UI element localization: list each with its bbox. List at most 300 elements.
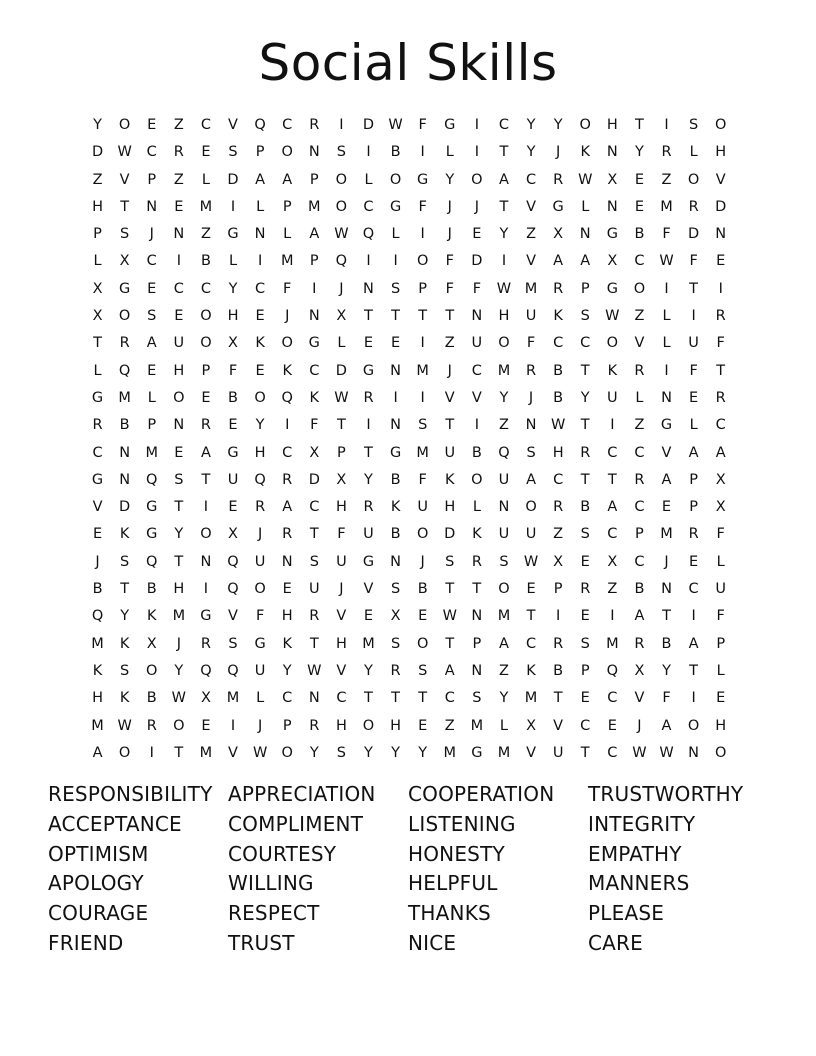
grid-letter[interactable]: V — [526, 253, 536, 270]
grid-letter[interactable]: L — [256, 690, 265, 707]
grid-letter[interactable]: R — [92, 417, 103, 434]
grid-letter[interactable]: I — [691, 690, 696, 707]
grid-letter[interactable]: T — [445, 635, 455, 652]
grid-letter[interactable]: N — [119, 471, 131, 488]
grid-letter[interactable]: R — [363, 499, 374, 516]
grid-letter[interactable]: B — [390, 471, 401, 488]
grid-letter[interactable]: L — [201, 171, 210, 188]
grid-letter[interactable]: O — [254, 389, 266, 406]
grid-letter[interactable]: W — [334, 389, 349, 406]
grid-letter[interactable]: I — [474, 117, 479, 133]
grid-letter[interactable]: N — [390, 362, 401, 379]
grid-letter[interactable]: Q — [281, 389, 293, 406]
grid-letter[interactable]: P — [635, 526, 644, 543]
grid-letter[interactable]: I — [393, 253, 398, 270]
grid-letter[interactable]: C — [607, 444, 618, 461]
grid-letter[interactable]: V — [634, 335, 645, 352]
grid-letter[interactable]: T — [472, 581, 482, 598]
grid-letter[interactable]: C — [173, 280, 184, 297]
grid-letter[interactable]: M — [280, 253, 294, 270]
grid-letter[interactable]: T — [716, 362, 726, 379]
grid-letter[interactable]: H — [173, 581, 185, 598]
grid-letter[interactable]: O — [633, 280, 646, 297]
grid-letter[interactable]: L — [689, 417, 698, 434]
grid-letter[interactable]: V — [228, 117, 238, 133]
grid-letter[interactable]: C — [715, 417, 726, 434]
grid-letter[interactable]: L — [499, 717, 508, 734]
grid-letter[interactable]: M — [470, 717, 484, 734]
grid-letter[interactable]: K — [146, 608, 157, 625]
grid-letter[interactable]: C — [282, 444, 293, 461]
grid-letter[interactable]: S — [120, 553, 130, 570]
grid-letter[interactable]: O — [281, 144, 293, 161]
grid-letter[interactable]: I — [393, 389, 398, 406]
grid-letter[interactable]: E — [174, 308, 184, 325]
grid-letter[interactable]: X — [119, 253, 130, 270]
grid-letter[interactable]: X — [200, 690, 211, 707]
grid-letter[interactable]: R — [309, 717, 320, 734]
grid-letter[interactable]: T — [553, 690, 563, 707]
grid-letter[interactable]: F — [283, 280, 292, 297]
grid-letter[interactable]: E — [92, 526, 103, 543]
grid-letter[interactable]: P — [282, 717, 292, 734]
grid-letter[interactable]: A — [282, 499, 293, 516]
grid-letter[interactable]: M — [199, 198, 213, 215]
grid-letter[interactable]: Q — [118, 362, 131, 379]
grid-letter[interactable]: D — [444, 526, 456, 543]
grid-letter[interactable]: O — [118, 117, 131, 133]
grid-letter[interactable]: Y — [418, 744, 428, 761]
grid-letter[interactable]: F — [418, 471, 427, 488]
grid-letter[interactable]: X — [553, 553, 564, 570]
grid-letter[interactable]: B — [471, 444, 482, 461]
grid-letter[interactable]: O — [416, 526, 429, 543]
grid-letter[interactable]: E — [228, 417, 238, 434]
grid-letter[interactable]: M — [524, 280, 538, 297]
grid-letter[interactable]: O — [579, 117, 591, 133]
grid-letter[interactable]: E — [282, 581, 292, 598]
grid-letter[interactable]: C — [255, 280, 266, 297]
grid-letter[interactable]: Y — [93, 117, 102, 133]
grid-letter[interactable]: G — [606, 280, 618, 297]
grid-letter[interactable]: G — [552, 198, 564, 215]
grid-letter[interactable]: G — [227, 226, 239, 243]
grid-letter[interactable]: D — [308, 471, 320, 488]
grid-letter[interactable]: X — [553, 226, 564, 243]
grid-letter[interactable]: Y — [391, 744, 400, 761]
grid-letter[interactable]: I — [556, 608, 561, 625]
grid-letter[interactable]: U — [688, 335, 699, 352]
grid-letter[interactable]: S — [472, 690, 482, 707]
grid-letter[interactable]: K — [390, 499, 401, 516]
grid-letter[interactable]: L — [635, 389, 644, 406]
grid-letter[interactable]: E — [174, 198, 184, 215]
grid-letter[interactable]: Y — [364, 744, 373, 761]
grid-letter[interactable]: S — [580, 526, 590, 543]
grid-letter[interactable]: I — [203, 581, 209, 598]
grid-letter[interactable]: P — [418, 280, 428, 297]
grid-letter[interactable]: M — [497, 608, 511, 625]
grid-letter[interactable]: H — [498, 308, 510, 325]
grid-letter[interactable]: U — [336, 553, 347, 570]
grid-letter[interactable]: A — [309, 226, 320, 243]
grid-letter[interactable]: Q — [146, 553, 158, 570]
grid-letter[interactable]: N — [119, 444, 131, 461]
grid-letter[interactable]: X — [146, 635, 157, 652]
grid-letter[interactable]: D — [362, 117, 375, 133]
grid-letter[interactable]: E — [418, 717, 428, 734]
grid-letter[interactable]: P — [689, 499, 698, 516]
grid-letter[interactable]: R — [282, 471, 293, 488]
grid-letter[interactable]: O — [471, 171, 483, 188]
grid-letter[interactable]: X — [336, 471, 347, 488]
grid-letter[interactable]: A — [634, 608, 645, 625]
grid-letter[interactable]: F — [662, 226, 671, 243]
grid-letter[interactable]: Z — [553, 526, 564, 543]
grid-letter[interactable]: Y — [255, 417, 265, 434]
grid-letter[interactable]: E — [147, 280, 157, 297]
grid-letter[interactable]: W — [334, 226, 349, 243]
grid-letter[interactable]: O — [200, 335, 212, 352]
grid-letter[interactable]: B — [228, 389, 238, 406]
grid-letter[interactable]: G — [444, 117, 456, 133]
grid-letter[interactable]: L — [581, 198, 590, 215]
grid-letter[interactable]: X — [715, 471, 726, 488]
grid-letter[interactable]: O — [146, 662, 158, 679]
grid-letter[interactable]: M — [172, 608, 186, 625]
grid-letter[interactable]: I — [203, 499, 209, 516]
grid-letter[interactable]: S — [418, 417, 428, 434]
grid-letter[interactable]: R — [661, 144, 672, 161]
grid-letter[interactable]: E — [716, 690, 726, 707]
grid-letter[interactable]: M — [91, 717, 104, 734]
grid-letter[interactable]: B — [553, 662, 564, 679]
grid-letter[interactable]: R — [553, 280, 564, 297]
grid-letter[interactable]: V — [92, 499, 103, 516]
grid-letter[interactable]: M — [199, 744, 213, 761]
grid-letter[interactable]: W — [496, 280, 512, 297]
grid-letter[interactable]: I — [610, 417, 615, 434]
grid-letter[interactable]: C — [553, 471, 564, 488]
grid-letter[interactable]: T — [607, 471, 617, 488]
grid-letter[interactable]: C — [200, 117, 211, 133]
grid-letter[interactable]: I — [474, 144, 479, 161]
grid-letter[interactable]: M — [362, 635, 375, 652]
grid-letter[interactable]: S — [228, 144, 238, 161]
grid-letter[interactable]: Q — [254, 471, 266, 488]
grid-letter[interactable]: X — [715, 499, 726, 516]
grid-letter[interactable]: G — [389, 444, 402, 461]
grid-letter[interactable]: L — [93, 362, 102, 379]
grid-letter[interactable]: O — [687, 717, 700, 734]
grid-letter[interactable]: Q — [227, 553, 239, 570]
grid-letter[interactable]: G — [146, 526, 158, 543]
grid-letter[interactable]: T — [201, 471, 211, 488]
grid-letter[interactable]: J — [420, 553, 425, 570]
grid-letter[interactable]: D — [119, 499, 131, 516]
grid-letter[interactable]: D — [91, 144, 104, 161]
grid-letter[interactable]: O — [173, 717, 185, 734]
grid-letter[interactable]: F — [418, 198, 427, 215]
grid-letter[interactable]: A — [607, 499, 618, 516]
grid-letter[interactable]: P — [337, 444, 346, 461]
grid-letter[interactable]: G — [471, 744, 483, 761]
grid-letter[interactable]: U — [552, 744, 564, 761]
grid-letter[interactable]: S — [228, 635, 238, 652]
grid-letter[interactable]: R — [200, 417, 211, 434]
grid-letter[interactable]: U — [417, 499, 428, 516]
grid-letter[interactable]: T — [526, 608, 536, 625]
grid-letter[interactable]: R — [255, 499, 266, 516]
grid-letter[interactable]: G — [362, 553, 375, 570]
grid-letter[interactable]: I — [257, 253, 263, 270]
grid-letter[interactable]: N — [688, 744, 700, 761]
grid-letter[interactable]: F — [689, 362, 698, 379]
grid-letter[interactable]: Y — [282, 662, 292, 679]
grid-letter[interactable]: U — [254, 662, 266, 679]
grid-letter[interactable]: O — [714, 744, 727, 761]
grid-letter[interactable]: M — [145, 444, 158, 461]
grid-letter[interactable]: N — [308, 690, 320, 707]
grid-letter[interactable]: F — [716, 526, 725, 543]
grid-letter[interactable]: T — [364, 690, 373, 707]
grid-letter[interactable]: N — [200, 553, 212, 570]
grid-letter[interactable]: V — [228, 744, 238, 761]
grid-letter[interactable]: A — [661, 717, 672, 734]
grid-letter[interactable]: P — [93, 226, 102, 243]
grid-letter[interactable]: R — [580, 444, 591, 461]
grid-letter[interactable]: T — [689, 280, 699, 297]
grid-letter[interactable]: U — [254, 553, 266, 570]
grid-letter[interactable]: C — [92, 444, 103, 461]
grid-letter[interactable]: T — [499, 198, 509, 215]
grid-letter[interactable]: K — [526, 662, 536, 679]
grid-letter[interactable]: H — [173, 362, 185, 379]
grid-letter[interactable]: I — [610, 608, 615, 625]
grid-letter[interactable]: T — [580, 744, 590, 761]
grid-letter[interactable]: G — [606, 226, 618, 243]
grid-letter[interactable]: F — [445, 253, 454, 270]
grid-letter[interactable]: S — [580, 635, 590, 652]
grid-letter[interactable]: A — [282, 171, 293, 188]
grid-letter[interactable]: F — [418, 117, 427, 133]
grid-letter[interactable]: L — [93, 253, 102, 270]
grid-letter[interactable]: X — [309, 444, 320, 461]
grid-letter[interactable]: S — [120, 226, 130, 243]
grid-letter[interactable]: N — [173, 226, 185, 243]
grid-letter[interactable]: I — [664, 280, 669, 297]
grid-letter[interactable]: I — [691, 308, 696, 325]
grid-letter[interactable]: U — [444, 444, 456, 461]
grid-letter[interactable]: N — [254, 226, 266, 243]
grid-letter[interactable]: N — [308, 144, 320, 161]
grid-letter[interactable]: E — [147, 362, 157, 379]
grid-letter[interactable]: V — [553, 717, 564, 734]
grid-letter[interactable]: E — [580, 690, 590, 707]
grid-letter[interactable]: E — [255, 362, 265, 379]
grid-letter[interactable]: L — [445, 144, 454, 161]
grid-letter[interactable]: O — [118, 744, 131, 761]
grid-letter[interactable]: F — [228, 362, 238, 379]
grid-letter[interactable]: T — [174, 499, 184, 516]
grid-letter[interactable]: N — [173, 417, 185, 434]
grid-letter[interactable]: M — [226, 690, 240, 707]
grid-letter[interactable]: B — [553, 362, 564, 379]
grid-letter[interactable]: T — [580, 471, 590, 488]
grid-letter[interactable]: T — [580, 362, 590, 379]
grid-letter[interactable]: O — [173, 389, 185, 406]
grid-letter[interactable]: M — [416, 362, 429, 379]
grid-letter[interactable]: F — [255, 608, 265, 625]
grid-letter[interactable]: Y — [499, 226, 509, 243]
grid-letter[interactable]: Y — [580, 389, 590, 406]
grid-letter[interactable]: K — [553, 308, 563, 325]
grid-letter[interactable]: C — [634, 253, 645, 270]
grid-letter[interactable]: G — [254, 635, 266, 652]
grid-letter[interactable]: U — [607, 389, 618, 406]
grid-letter[interactable]: H — [227, 308, 239, 325]
grid-letter[interactable]: O — [714, 117, 727, 133]
grid-letter[interactable]: J — [447, 226, 452, 243]
grid-letter[interactable]: T — [634, 117, 644, 133]
grid-letter[interactable]: F — [337, 526, 346, 543]
grid-letter[interactable]: E — [580, 553, 590, 570]
grid-letter[interactable]: C — [688, 581, 699, 598]
grid-letter[interactable]: C — [525, 635, 537, 652]
grid-letter[interactable]: R — [634, 362, 645, 379]
grid-letter[interactable]: H — [335, 635, 347, 652]
grid-letter[interactable]: A — [580, 253, 591, 270]
grid-letter[interactable]: T — [120, 581, 130, 598]
grid-letter[interactable]: R — [200, 635, 211, 652]
grid-letter[interactable]: E — [634, 171, 644, 188]
grid-letter[interactable]: R — [715, 308, 726, 325]
grid-letter[interactable]: N — [715, 226, 727, 243]
grid-letter[interactable]: H — [281, 608, 293, 625]
grid-letter[interactable]: A — [255, 171, 266, 188]
grid-letter[interactable]: I — [474, 417, 479, 434]
grid-letter[interactable]: Z — [200, 226, 211, 243]
grid-letter[interactable]: C — [498, 117, 510, 133]
grid-letter[interactable]: Z — [444, 335, 455, 352]
grid-letter[interactable]: A — [146, 335, 157, 352]
grid-letter[interactable]: H — [335, 499, 347, 516]
grid-letter[interactable]: W — [605, 308, 620, 325]
grid-letter[interactable]: O — [281, 335, 293, 352]
grid-letter[interactable]: L — [228, 253, 238, 270]
grid-letter[interactable]: Q — [200, 662, 212, 679]
grid-letter[interactable]: E — [174, 444, 184, 461]
grid-letter[interactable]: C — [336, 690, 347, 707]
grid-letter[interactable]: I — [718, 280, 723, 297]
grid-letter[interactable]: O — [525, 499, 537, 516]
grid-letter[interactable]: X — [390, 608, 401, 625]
grid-letter[interactable]: W — [442, 608, 457, 625]
grid-letter[interactable]: T — [93, 335, 102, 352]
grid-letter[interactable]: P — [580, 280, 590, 297]
grid-letter[interactable]: C — [634, 444, 645, 461]
grid-letter[interactable]: E — [201, 144, 211, 161]
grid-letter[interactable]: T — [689, 662, 699, 679]
grid-letter[interactable]: F — [689, 253, 698, 270]
grid-letter[interactable]: S — [336, 744, 346, 761]
grid-letter[interactable]: X — [634, 662, 645, 679]
grid-letter[interactable]: Q — [146, 471, 158, 488]
grid-letter[interactable]: N — [390, 417, 401, 434]
grid-letter[interactable]: S — [174, 471, 184, 488]
grid-letter[interactable]: L — [716, 662, 725, 679]
grid-letter[interactable]: A — [92, 744, 103, 761]
grid-letter[interactable]: K — [445, 471, 455, 488]
grid-letter[interactable]: A — [526, 471, 536, 488]
grid-letter[interactable]: Y — [499, 690, 509, 707]
grid-letter[interactable]: M — [524, 690, 538, 707]
grid-letter[interactable]: U — [471, 335, 483, 352]
grid-letter[interactable]: C — [580, 717, 591, 734]
grid-letter[interactable]: C — [607, 690, 618, 707]
grid-letter[interactable]: D — [227, 171, 239, 188]
grid-letter[interactable]: V — [634, 690, 645, 707]
grid-letter[interactable]: K — [119, 690, 130, 707]
grid-letter[interactable]: R — [715, 389, 726, 406]
grid-letter[interactable]: Z — [634, 308, 645, 325]
grid-letter[interactable]: B — [580, 499, 591, 516]
grid-letter[interactable]: Z — [173, 117, 184, 133]
grid-letter[interactable]: E — [689, 553, 699, 570]
grid-letter[interactable]: L — [662, 335, 671, 352]
grid-letter[interactable]: C — [607, 744, 618, 761]
grid-letter[interactable]: B — [417, 581, 428, 598]
grid-letter[interactable]: H — [552, 444, 564, 461]
grid-letter[interactable]: C — [471, 362, 482, 379]
grid-letter[interactable]: E — [689, 389, 699, 406]
grid-letter[interactable]: W — [388, 117, 403, 133]
grid-letter[interactable]: Y — [445, 171, 455, 188]
grid-letter[interactable]: Q — [254, 117, 266, 133]
grid-letter[interactable]: I — [664, 362, 669, 379]
grid-letter[interactable]: I — [230, 198, 236, 215]
grid-letter[interactable]: T — [309, 526, 319, 543]
grid-letter[interactable]: B — [634, 581, 645, 598]
grid-letter[interactable]: D — [335, 362, 347, 379]
grid-letter[interactable]: S — [336, 144, 346, 161]
grid-letter[interactable]: I — [366, 144, 371, 161]
grid-letter[interactable]: I — [420, 226, 425, 243]
grid-letter[interactable]: R — [471, 553, 482, 570]
grid-letter[interactable]: G — [227, 444, 239, 461]
grid-letter[interactable]: I — [312, 280, 317, 297]
grid-letter[interactable]: V — [228, 608, 238, 625]
grid-letter[interactable]: K — [255, 335, 265, 352]
grid-letter[interactable]: D — [688, 226, 700, 243]
grid-letter[interactable]: J — [285, 308, 290, 325]
grid-letter[interactable]: P — [255, 144, 265, 161]
grid-letter[interactable]: E — [526, 581, 536, 598]
grid-letter[interactable]: J — [528, 389, 534, 406]
grid-letter[interactable]: Z — [526, 226, 537, 243]
grid-letter[interactable]: J — [176, 635, 181, 652]
grid-letter[interactable]: Q — [227, 581, 239, 598]
grid-letter[interactable]: Z — [444, 717, 455, 734]
grid-letter[interactable]: W — [307, 662, 322, 679]
grid-letter[interactable]: T — [418, 308, 428, 325]
grid-letter[interactable]: K — [282, 635, 292, 652]
grid-letter[interactable]: W — [117, 717, 132, 734]
grid-letter[interactable]: J — [447, 362, 452, 379]
grid-letter[interactable]: E — [201, 717, 211, 734]
grid-letter[interactable]: P — [309, 253, 319, 270]
grid-letter[interactable]: H — [92, 198, 103, 215]
